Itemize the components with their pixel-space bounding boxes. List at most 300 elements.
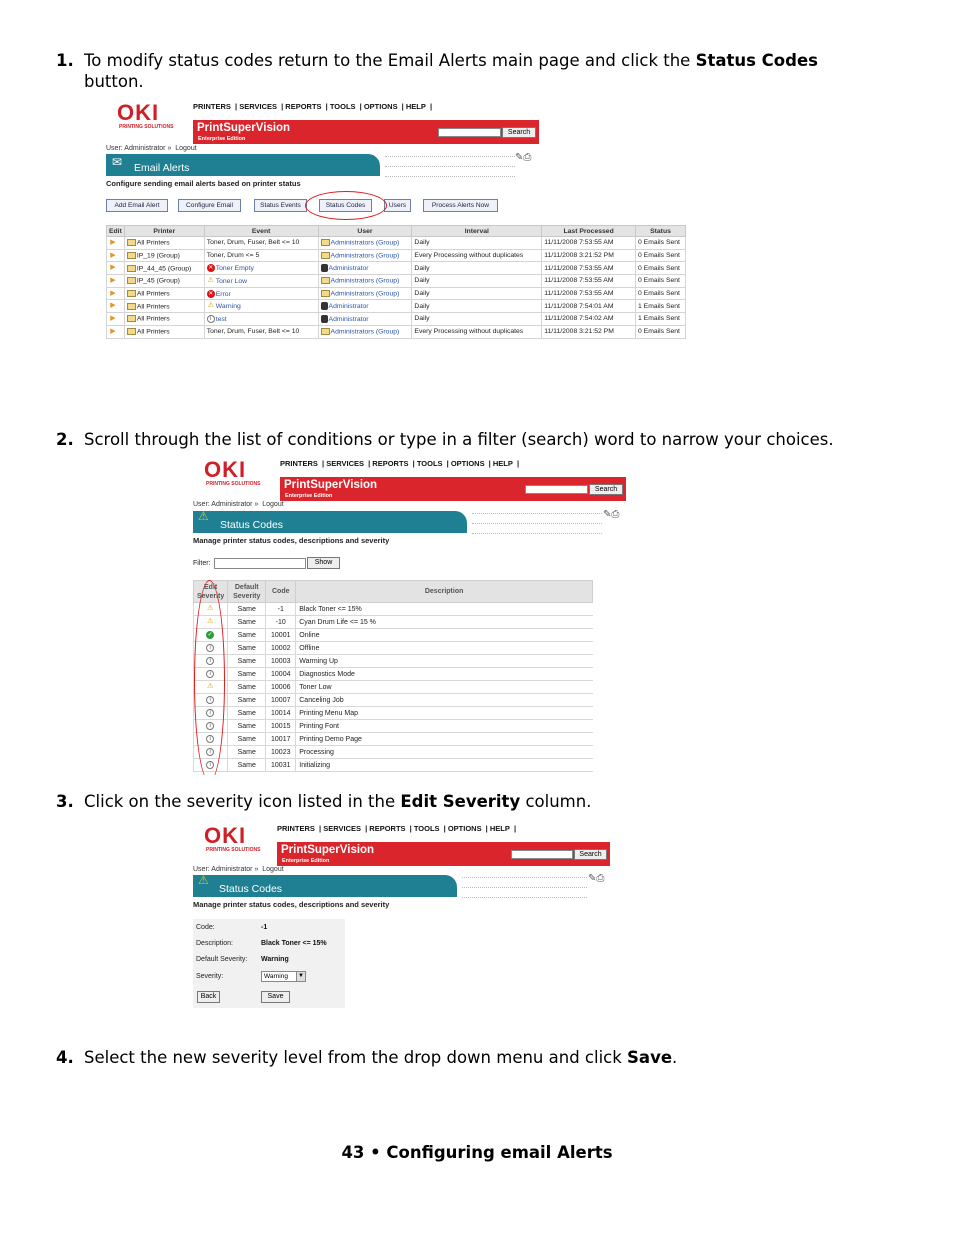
chevron-down-icon[interactable]: ▼ bbox=[296, 972, 305, 981]
col-header: Last Processed bbox=[542, 226, 636, 237]
step-bold: Save bbox=[627, 1048, 673, 1067]
screenshot-email-alerts bbox=[103, 96, 693, 340]
code-cell: -10 bbox=[266, 616, 296, 629]
nav-tools[interactable]: TOOLS bbox=[416, 459, 443, 468]
table-row bbox=[107, 325, 686, 338]
user-icon bbox=[321, 264, 328, 272]
highlight-circle bbox=[305, 191, 387, 220]
nav-printers[interactable]: PRINTERS bbox=[277, 824, 315, 833]
nav-reports[interactable]: REPORTS bbox=[369, 824, 406, 833]
table-row bbox=[194, 759, 593, 772]
edit-cell[interactable] bbox=[107, 262, 125, 275]
printer-group-icon bbox=[127, 303, 136, 310]
default-severity-label: Default Severity: bbox=[196, 956, 248, 963]
table-row bbox=[107, 300, 686, 313]
edit-icon[interactable]: ▶ bbox=[110, 289, 116, 297]
step-4 bbox=[56, 1047, 896, 1068]
dotted-rule bbox=[472, 513, 602, 514]
nav-printers[interactable]: PRINTERS bbox=[280, 459, 318, 468]
info-icon: i bbox=[207, 315, 215, 323]
users-button[interactable]: Users bbox=[384, 199, 411, 212]
printer-cell bbox=[124, 300, 204, 313]
page-title: Status Codes bbox=[219, 883, 283, 895]
status-cell: 1 Emails Sent bbox=[636, 300, 686, 313]
back-button[interactable]: Back bbox=[197, 991, 220, 1003]
last-processed-cell: 11/11/2008 7:54:02 AM bbox=[542, 313, 636, 326]
status-codes-icon: ⚠ bbox=[198, 873, 209, 887]
nav-options[interactable]: OPTIONS bbox=[447, 824, 482, 833]
table-row bbox=[107, 262, 686, 275]
group-icon bbox=[321, 252, 330, 259]
table-row bbox=[107, 275, 686, 288]
configure-email-button[interactable]: Configure Email bbox=[178, 199, 241, 212]
save-button[interactable]: Save bbox=[261, 991, 290, 1003]
interval-cell: Daily bbox=[412, 287, 542, 300]
description-cell: Printing Demo Page bbox=[296, 733, 593, 746]
nav-reports[interactable]: REPORTS bbox=[372, 459, 409, 468]
dotted-rule bbox=[385, 176, 515, 177]
col-header: User bbox=[318, 226, 412, 237]
search-input[interactable] bbox=[525, 485, 588, 494]
code-cell: 10031 bbox=[266, 759, 296, 772]
default-severity-cell: Same bbox=[228, 668, 266, 681]
info-icon[interactable]: i bbox=[206, 657, 214, 665]
col-header: Code bbox=[266, 581, 296, 603]
status-cell: 0 Emails Sent bbox=[636, 249, 686, 262]
code-cell: 10003 bbox=[266, 655, 296, 668]
group-icon bbox=[321, 290, 330, 297]
edit-print-icons[interactable]: ✎⎙ bbox=[515, 152, 532, 163]
user-label: User: Administrator » bbox=[193, 501, 259, 508]
nav-options[interactable]: OPTIONS bbox=[363, 102, 398, 111]
edit-icon[interactable]: ▶ bbox=[110, 251, 116, 259]
user-line bbox=[106, 145, 197, 152]
table-row bbox=[107, 313, 686, 326]
nav-services[interactable]: SERVICES bbox=[239, 102, 277, 111]
user-icon bbox=[321, 302, 328, 310]
event-name: Warning bbox=[215, 303, 241, 311]
default-severity-cell: Same bbox=[228, 681, 266, 694]
description-cell: Printing Font bbox=[296, 720, 593, 733]
table-row bbox=[194, 746, 593, 759]
col-header: Interval bbox=[412, 226, 542, 237]
table-row bbox=[194, 616, 593, 629]
interval-cell: Daily bbox=[412, 300, 542, 313]
table-row bbox=[194, 642, 593, 655]
status-codes-icon: ⚠ bbox=[198, 509, 209, 523]
description-cell: Canceling Job bbox=[296, 694, 593, 707]
status-cell: 0 Emails Sent bbox=[636, 275, 686, 288]
printer-name: IP_44_45 (Group) bbox=[136, 264, 192, 272]
info-icon[interactable]: i bbox=[206, 748, 214, 756]
severity-select[interactable] bbox=[261, 971, 306, 982]
interval-cell: Daily bbox=[412, 237, 542, 250]
dotted-rule bbox=[472, 533, 602, 534]
top-nav: PRINTERS | SERVICES | REPORTS | TOOLS | OPTIONS | HELP | bbox=[277, 824, 517, 833]
user-label: User: Administrator » bbox=[193, 866, 259, 873]
code-cell: 10006 bbox=[266, 681, 296, 694]
col-header: Default Severity bbox=[228, 581, 266, 603]
edit-icon[interactable]: ▶ bbox=[110, 302, 116, 310]
printer-name: All Printers bbox=[136, 290, 170, 298]
default-severity-cell: Same bbox=[228, 720, 266, 733]
edit-print-icons[interactable]: ✎⎙ bbox=[588, 873, 605, 884]
default-severity-cell: Same bbox=[228, 655, 266, 668]
page-title: Email Alerts bbox=[134, 162, 190, 174]
user-cell bbox=[318, 287, 412, 300]
nav-reports[interactable]: REPORTS bbox=[285, 102, 322, 111]
show-button[interactable]: Show bbox=[307, 557, 340, 569]
step-3 bbox=[56, 791, 896, 812]
step-number: 2. bbox=[56, 430, 74, 449]
printer-group-icon bbox=[127, 328, 136, 335]
last-processed-cell: 11/11/2008 7:54:01 AM bbox=[542, 300, 636, 313]
oki-logo-sub: PRINTING SOLUTIONS bbox=[119, 124, 174, 130]
edit-icon[interactable]: ▶ bbox=[110, 276, 116, 284]
product-edition: Enterprise Edition bbox=[282, 858, 330, 864]
step-text: To modify status codes return to the Email Alerts main page and click the bbox=[84, 51, 696, 70]
top-nav: PRINTERS | SERVICES | REPORTS | TOOLS | OPTIONS | HELP | bbox=[280, 459, 520, 468]
filter-input[interactable] bbox=[214, 558, 306, 569]
user-name: Administrators (Group) bbox=[330, 239, 400, 247]
step-text: . bbox=[672, 1048, 678, 1067]
description-cell: Warming Up bbox=[296, 655, 593, 668]
table-row bbox=[194, 720, 593, 733]
event-cell bbox=[204, 313, 318, 326]
description-cell: Processing bbox=[296, 746, 593, 759]
printer-cell bbox=[124, 262, 204, 275]
col-header: Edit Severity bbox=[194, 581, 228, 603]
code-cell: 10002 bbox=[266, 642, 296, 655]
user-cell bbox=[318, 300, 412, 313]
event-cell bbox=[204, 325, 318, 338]
edit-cell[interactable] bbox=[107, 237, 125, 250]
description-value: Black Toner <= 15% bbox=[261, 940, 327, 947]
nav-printers[interactable]: PRINTERS bbox=[193, 102, 231, 111]
dotted-rule bbox=[462, 877, 587, 878]
description-cell: Offline bbox=[296, 642, 593, 655]
description-cell: Online bbox=[296, 629, 593, 642]
warning-icon: ⚠ bbox=[207, 276, 214, 284]
user-name: Administrators (Group) bbox=[330, 290, 400, 298]
step-text: column. bbox=[520, 792, 592, 811]
event-name: Toner, Drum, Fuser, Belt <= 10 bbox=[206, 328, 300, 336]
last-processed-cell: 11/11/2008 7:53:55 AM bbox=[542, 262, 636, 275]
printer-group-icon bbox=[127, 315, 136, 322]
user-cell bbox=[318, 249, 412, 262]
email-alerts-icon: ✉ bbox=[112, 155, 123, 169]
nav-services[interactable]: SERVICES bbox=[326, 459, 364, 468]
error-icon: ✕ bbox=[208, 290, 214, 297]
user-name: Administrator bbox=[328, 265, 369, 273]
printer-group-icon bbox=[127, 277, 136, 284]
event-cell bbox=[204, 237, 318, 250]
nav-options[interactable]: OPTIONS bbox=[450, 459, 485, 468]
event-name: Error bbox=[215, 290, 231, 298]
dotted-rule bbox=[462, 887, 587, 888]
description-cell: Initializing bbox=[296, 759, 593, 772]
printer-group-icon bbox=[127, 290, 136, 297]
user-line bbox=[193, 501, 284, 508]
top-nav: PRINTERS | SERVICES | REPORTS | TOOLS | OPTIONS | HELP | bbox=[193, 102, 433, 111]
printer-name: All Printers bbox=[136, 315, 170, 323]
step-2 bbox=[56, 429, 916, 450]
process-alerts-now-button[interactable]: Process Alerts Now bbox=[423, 199, 498, 212]
add-email-alert-button[interactable]: Add Email Alert bbox=[106, 199, 168, 212]
table-row bbox=[194, 655, 593, 668]
group-icon bbox=[321, 277, 330, 284]
logout-link[interactable]: Logout bbox=[262, 501, 284, 508]
nav-help[interactable]: HELP bbox=[492, 459, 513, 468]
default-severity-cell: Same bbox=[228, 746, 266, 759]
printer-cell bbox=[124, 313, 204, 326]
status-cell: 0 Emails Sent bbox=[636, 237, 686, 250]
user-name: Administrators (Group) bbox=[330, 328, 400, 336]
step-text: Click on the severity icon listed in the bbox=[84, 792, 401, 811]
info-icon[interactable]: i bbox=[206, 709, 214, 717]
description-cell: Printing Menu Map bbox=[296, 707, 593, 720]
oki-logo: OKI bbox=[117, 100, 160, 125]
product-name: PrintSuperVision bbox=[197, 122, 291, 134]
default-severity-cell: Same bbox=[228, 694, 266, 707]
default-severity-value: Warning bbox=[261, 956, 289, 963]
search-button[interactable]: Search bbox=[574, 849, 607, 860]
code-cell: -1 bbox=[266, 603, 296, 616]
oki-logo-sub: PRINTING SOLUTIONS bbox=[206, 481, 261, 487]
default-severity-cell: Same bbox=[228, 642, 266, 655]
description-cell: Black Toner <= 15% bbox=[296, 603, 593, 616]
table-row bbox=[194, 629, 593, 642]
code-value: -1 bbox=[261, 924, 268, 931]
user-name: Administrator bbox=[328, 315, 369, 323]
user-name: Administrators (Group) bbox=[330, 252, 400, 260]
col-header: Edit bbox=[107, 226, 125, 237]
oki-logo-sub: PRINTING SOLUTIONS bbox=[206, 847, 261, 853]
ok-icon[interactable]: ✓ bbox=[207, 632, 213, 638]
severity-selected: Warning bbox=[264, 973, 288, 980]
default-severity-cell: Same bbox=[228, 616, 266, 629]
dotted-rule bbox=[385, 156, 515, 157]
interval-cell: Every Processing without duplicates bbox=[412, 325, 542, 338]
event-cell bbox=[204, 287, 318, 300]
highlight-circle bbox=[194, 580, 225, 775]
status-cell: 0 Emails Sent bbox=[636, 262, 686, 275]
info-icon[interactable]: i bbox=[206, 670, 214, 678]
code-cell: 10004 bbox=[266, 668, 296, 681]
printer-group-icon bbox=[127, 265, 136, 272]
event-name: Toner Empty bbox=[215, 265, 254, 273]
col-header: Event bbox=[204, 226, 318, 237]
code-cell: 10015 bbox=[266, 720, 296, 733]
status-cell: 0 Emails Sent bbox=[636, 325, 686, 338]
step-number: 4. bbox=[56, 1048, 74, 1067]
screenshot-edit-severity bbox=[190, 818, 630, 1030]
step-bold: Edit Severity bbox=[400, 792, 521, 811]
screenshot-status-codes-list bbox=[190, 452, 630, 775]
user-name: Administrators (Group) bbox=[330, 277, 400, 285]
edit-icon[interactable]: ▶ bbox=[110, 238, 116, 246]
product-name: PrintSuperVision bbox=[284, 479, 378, 491]
event-cell bbox=[204, 275, 318, 288]
warning-icon[interactable]: ⚠ bbox=[206, 683, 214, 690]
product-edition: Enterprise Edition bbox=[198, 136, 246, 142]
nav-help[interactable]: HELP bbox=[405, 102, 426, 111]
page-description: Manage printer status codes, descriptions and severity bbox=[193, 900, 390, 909]
info-icon[interactable]: i bbox=[206, 644, 214, 652]
page-description: Manage printer status codes, descriptions and severity bbox=[193, 536, 390, 545]
nav-tools[interactable]: TOOLS bbox=[329, 102, 356, 111]
edit-print-icons[interactable]: ✎⎙ bbox=[603, 509, 620, 520]
user-cell bbox=[318, 262, 412, 275]
edit-cell[interactable] bbox=[107, 249, 125, 262]
warning-icon[interactable]: ⚠ bbox=[206, 605, 214, 612]
step-number: 1. bbox=[56, 51, 74, 70]
printer-group-icon bbox=[127, 252, 136, 259]
last-processed-cell: 11/11/2008 3:21:52 PM bbox=[542, 325, 636, 338]
event-cell bbox=[204, 249, 318, 262]
oki-logo: OKI bbox=[204, 457, 247, 482]
last-processed-cell: 11/11/2008 3:21:52 PM bbox=[542, 249, 636, 262]
event-name: test bbox=[215, 315, 227, 323]
info-icon[interactable]: i bbox=[206, 761, 214, 769]
info-icon[interactable]: i bbox=[206, 722, 214, 730]
col-header: Status bbox=[636, 226, 686, 237]
code-cell: 10001 bbox=[266, 629, 296, 642]
user-icon bbox=[321, 315, 328, 323]
table-row bbox=[107, 287, 686, 300]
edit-cell[interactable] bbox=[107, 325, 125, 338]
default-severity-cell: Same bbox=[228, 759, 266, 772]
event-cell bbox=[204, 300, 318, 313]
step-bold: Status Codes bbox=[695, 51, 818, 70]
default-severity-cell: Same bbox=[228, 603, 266, 616]
code-cell: 10017 bbox=[266, 733, 296, 746]
dotted-rule bbox=[472, 523, 602, 524]
status-codes-button[interactable]: Status Codes bbox=[319, 199, 372, 212]
table-row bbox=[194, 733, 593, 746]
printer-cell bbox=[124, 275, 204, 288]
edit-cell[interactable] bbox=[107, 287, 125, 300]
warning-icon[interactable]: ⚠ bbox=[206, 618, 214, 625]
status-events-button[interactable]: Status Events bbox=[254, 199, 307, 212]
table-row bbox=[194, 707, 593, 720]
printer-name: All Printers bbox=[136, 328, 170, 336]
edit-icon[interactable]: ▶ bbox=[110, 314, 116, 322]
search-input[interactable] bbox=[511, 850, 573, 859]
event-name: Toner Low bbox=[215, 277, 248, 285]
status-codes-table bbox=[193, 580, 593, 772]
warning-icon: ⚠ bbox=[207, 302, 214, 310]
step-1 bbox=[56, 50, 896, 92]
last-processed-cell: 11/11/2008 7:53:55 AM bbox=[542, 237, 636, 250]
table-row bbox=[194, 694, 593, 707]
table-row bbox=[107, 249, 686, 262]
logout-link[interactable]: Logout bbox=[175, 145, 197, 152]
page-title: Status Codes bbox=[220, 519, 284, 531]
step-text: Scroll through the list of conditions or type in a filter (search) word to narrow your choices. bbox=[84, 430, 834, 449]
search-button[interactable]: Search bbox=[502, 127, 536, 138]
search-button[interactable]: Search bbox=[589, 484, 623, 495]
step-text: Select the new severity level from the drop down menu and click bbox=[84, 1048, 628, 1067]
info-icon[interactable]: i bbox=[206, 696, 214, 704]
printer-cell bbox=[124, 287, 204, 300]
description-label: Description: bbox=[196, 940, 233, 947]
description-cell: Diagnostics Mode bbox=[296, 668, 593, 681]
event-name: Toner, Drum <= 5 bbox=[206, 252, 260, 260]
table-row bbox=[194, 603, 593, 616]
logout-link[interactable]: Logout bbox=[262, 866, 284, 873]
printer-name: IP_45 (Group) bbox=[136, 277, 180, 285]
nav-tools[interactable]: TOOLS bbox=[413, 824, 440, 833]
nav-services[interactable]: SERVICES bbox=[323, 824, 361, 833]
user-cell bbox=[318, 325, 412, 338]
edit-cell[interactable] bbox=[107, 275, 125, 288]
user-label: User: Administrator » bbox=[106, 145, 172, 152]
user-cell bbox=[318, 237, 412, 250]
user-name: Administrator bbox=[328, 303, 369, 311]
product-edition: Enterprise Edition bbox=[285, 493, 333, 499]
user-cell bbox=[318, 313, 412, 326]
dotted-rule bbox=[385, 166, 515, 167]
interval-cell: Daily bbox=[412, 275, 542, 288]
user-line bbox=[193, 866, 284, 873]
table-row bbox=[194, 668, 593, 681]
severity-label: Severity: bbox=[196, 973, 224, 980]
default-severity-cell: Same bbox=[228, 629, 266, 642]
page-description: Configure sending email alerts based on printer status bbox=[106, 179, 301, 188]
interval-cell: Every Processing without duplicates bbox=[412, 249, 542, 262]
nav-help[interactable]: HELP bbox=[489, 824, 510, 833]
default-severity-cell: Same bbox=[228, 707, 266, 720]
error-icon: ✕ bbox=[208, 265, 214, 272]
product-name: PrintSuperVision bbox=[281, 844, 375, 856]
user-cell bbox=[318, 275, 412, 288]
interval-cell: Daily bbox=[412, 262, 542, 275]
printer-name: All Printers bbox=[136, 239, 170, 247]
step-text-cont: button. bbox=[84, 72, 144, 91]
dotted-rule bbox=[462, 897, 587, 898]
printer-group-icon bbox=[127, 239, 136, 246]
edit-icon[interactable]: ▶ bbox=[110, 327, 116, 335]
code-cell: 10007 bbox=[266, 694, 296, 707]
interval-cell: Daily bbox=[412, 313, 542, 326]
col-header: Description bbox=[296, 581, 593, 603]
status-cell: 1 Emails Sent bbox=[636, 313, 686, 326]
last-processed-cell: 11/11/2008 7:53:55 AM bbox=[542, 287, 636, 300]
email-alerts-table bbox=[106, 225, 686, 339]
edit-icon[interactable]: ▶ bbox=[110, 264, 116, 272]
event-cell bbox=[204, 262, 318, 275]
printer-cell bbox=[124, 237, 204, 250]
search-input[interactable] bbox=[438, 128, 501, 137]
group-icon bbox=[321, 328, 330, 335]
status-cell: 0 Emails Sent bbox=[636, 287, 686, 300]
table-row bbox=[194, 681, 593, 694]
oki-logo: OKI bbox=[204, 823, 247, 848]
step-number: 3. bbox=[56, 792, 74, 811]
last-processed-cell: 11/11/2008 7:53:55 AM bbox=[542, 275, 636, 288]
filter-label: Filter: bbox=[193, 560, 211, 567]
description-cell: Cyan Drum Life <= 15 % bbox=[296, 616, 593, 629]
page-footer: 43 • Configuring email Alerts bbox=[341, 1143, 613, 1162]
printer-name: All Printers bbox=[136, 302, 170, 310]
code-cell: 10023 bbox=[266, 746, 296, 759]
info-icon[interactable]: i bbox=[206, 735, 214, 743]
edit-cell[interactable] bbox=[107, 300, 125, 313]
col-header: Printer bbox=[124, 226, 204, 237]
edit-cell[interactable] bbox=[107, 313, 125, 326]
event-name: Toner, Drum, Fuser, Belt <= 10 bbox=[206, 239, 300, 247]
